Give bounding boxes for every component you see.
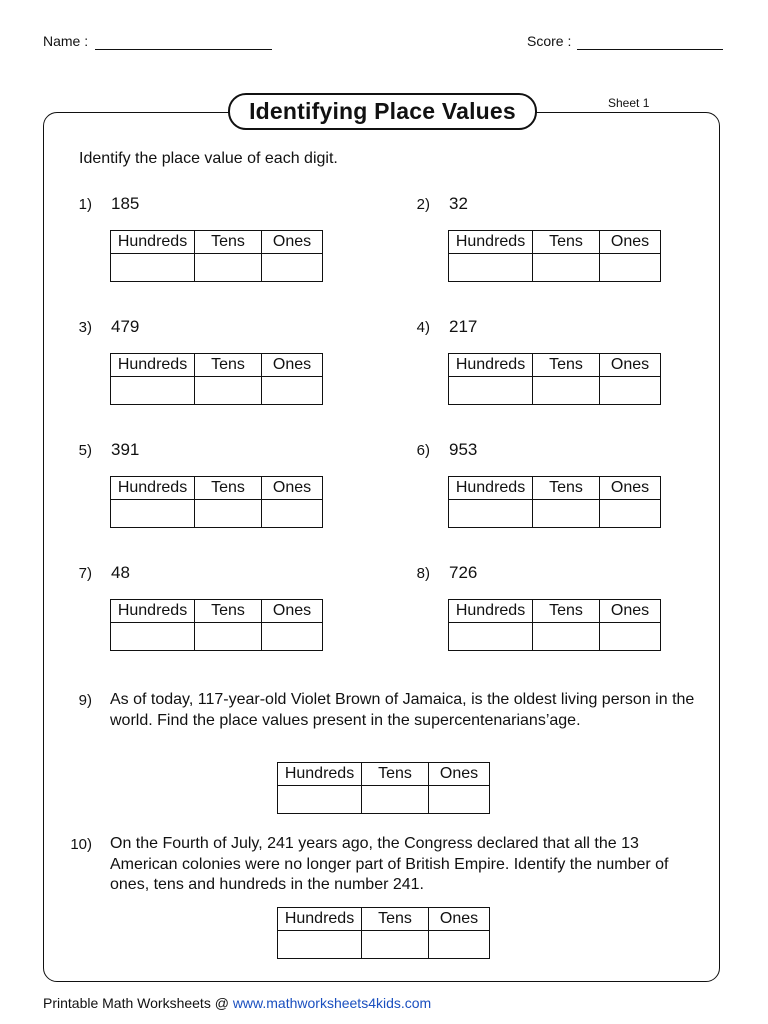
place-value-table <box>277 907 490 959</box>
answer-cell-hundreds[interactable] <box>449 623 533 651</box>
answer-cell-tens[interactable] <box>362 931 429 959</box>
problem-number: 5) <box>78 442 92 459</box>
answer-cell-hundreds[interactable] <box>278 786 362 814</box>
answer-cell-tens[interactable] <box>533 500 600 528</box>
problem-number: 10) <box>70 836 92 853</box>
col-ones: Ones <box>262 600 323 623</box>
col-hundreds: Hundreds <box>111 600 195 623</box>
problem-value: 479 <box>111 317 140 336</box>
col-tens: Tens <box>195 231 262 254</box>
col-ones: Ones <box>429 763 490 786</box>
answer-cell-hundreds[interactable] <box>449 377 533 405</box>
problem-value: 185 <box>111 194 140 213</box>
col-hundreds: Hundreds <box>111 354 195 377</box>
problem-number: 2) <box>416 196 430 213</box>
col-hundreds: Hundreds <box>278 763 362 786</box>
col-hundreds: Hundreds <box>449 477 533 500</box>
problem-number: 9) <box>78 692 92 709</box>
col-tens: Tens <box>362 763 429 786</box>
answer-cell-ones[interactable] <box>600 254 661 282</box>
answer-cell-tens[interactable] <box>195 623 262 651</box>
col-ones: Ones <box>600 600 661 623</box>
problem-number: 4) <box>416 319 430 336</box>
place-value-table <box>448 476 661 528</box>
col-tens: Tens <box>195 354 262 377</box>
col-tens: Tens <box>533 354 600 377</box>
col-tens: Tens <box>533 231 600 254</box>
problem-value: 217 <box>449 317 478 336</box>
col-hundreds: Hundreds <box>449 354 533 377</box>
problem-value: 726 <box>449 563 478 582</box>
col-hundreds: Hundreds <box>111 231 195 254</box>
problem-number: 8) <box>416 565 430 582</box>
col-tens: Tens <box>362 908 429 931</box>
answer-cell-hundreds[interactable] <box>111 377 195 405</box>
answer-cell-ones[interactable] <box>600 377 661 405</box>
problem-value: 391 <box>111 440 140 459</box>
place-value-table <box>110 476 323 528</box>
sheet-label: Sheet 1 <box>608 96 650 110</box>
answer-cell-ones[interactable] <box>262 377 323 405</box>
name-field[interactable] <box>95 49 272 50</box>
col-tens: Tens <box>195 600 262 623</box>
instruction-text: Identify the place value of each digit. <box>79 150 338 167</box>
answer-cell-ones[interactable] <box>600 500 661 528</box>
problem-number: 3) <box>78 319 92 336</box>
word-problem-text: As of today, 117-year-old Violet Brown of Jamaica, is the oldest living person in the world. Find the place values present in the supercentenarians’age. <box>110 691 695 729</box>
score-label: Score : <box>527 33 572 49</box>
score-field[interactable] <box>577 49 723 50</box>
name-label: Name : <box>43 33 89 49</box>
col-hundreds: Hundreds <box>278 908 362 931</box>
problem-number: 7) <box>78 565 92 582</box>
worksheet-title: Identifying Place Values <box>228 93 537 130</box>
place-value-table <box>110 353 323 405</box>
problem-number: 6) <box>416 442 430 459</box>
answer-cell-tens[interactable] <box>533 377 600 405</box>
answer-cell-tens[interactable] <box>195 377 262 405</box>
col-hundreds: Hundreds <box>449 231 533 254</box>
place-value-table <box>110 230 323 282</box>
col-tens: Tens <box>195 477 262 500</box>
problem-value: 32 <box>449 194 468 213</box>
col-hundreds: Hundreds <box>111 477 195 500</box>
footer-link[interactable]: www.mathworksheets4kids.com <box>232 995 432 1011</box>
problem-value: 953 <box>449 440 478 459</box>
place-value-table <box>448 230 661 282</box>
answer-cell-hundreds[interactable] <box>278 931 362 959</box>
problem-number: 1) <box>78 196 92 213</box>
answer-cell-tens[interactable] <box>362 786 429 814</box>
answer-cell-ones[interactable] <box>429 931 490 959</box>
footer <box>43 995 431 1011</box>
word-problem-text: On the Fourth of July, 241 years ago, the Congress declared that all the 13 American colonies were no longer part of British Empire. Identify the number of ones, tens and hundreds in the number 241. <box>110 835 669 893</box>
answer-cell-hundreds[interactable] <box>111 623 195 651</box>
answer-cell-hundreds[interactable] <box>449 254 533 282</box>
problem-value: 48 <box>111 563 130 582</box>
place-value-table <box>110 599 323 651</box>
answer-cell-hundreds[interactable] <box>111 254 195 282</box>
place-value-table <box>448 599 661 651</box>
answer-cell-tens[interactable] <box>195 254 262 282</box>
col-ones: Ones <box>262 354 323 377</box>
place-value-table <box>448 353 661 405</box>
answer-cell-ones[interactable] <box>429 786 490 814</box>
answer-cell-tens[interactable] <box>195 500 262 528</box>
footer-prefix: Printable Math Worksheets @ <box>43 995 233 1011</box>
answer-cell-ones[interactable] <box>600 623 661 651</box>
answer-cell-tens[interactable] <box>533 254 600 282</box>
answer-cell-hundreds[interactable] <box>111 500 195 528</box>
answer-cell-hundreds[interactable] <box>449 500 533 528</box>
answer-cell-ones[interactable] <box>262 623 323 651</box>
col-hundreds: Hundreds <box>449 600 533 623</box>
col-ones: Ones <box>262 231 323 254</box>
answer-cell-ones[interactable] <box>262 500 323 528</box>
place-value-table <box>277 762 490 814</box>
col-ones: Ones <box>600 354 661 377</box>
answer-cell-ones[interactable] <box>262 254 323 282</box>
col-ones: Ones <box>600 477 661 500</box>
col-ones: Ones <box>262 477 323 500</box>
answer-cell-tens[interactable] <box>533 623 600 651</box>
col-tens: Tens <box>533 600 600 623</box>
col-ones: Ones <box>600 231 661 254</box>
col-tens: Tens <box>533 477 600 500</box>
col-ones: Ones <box>429 908 490 931</box>
